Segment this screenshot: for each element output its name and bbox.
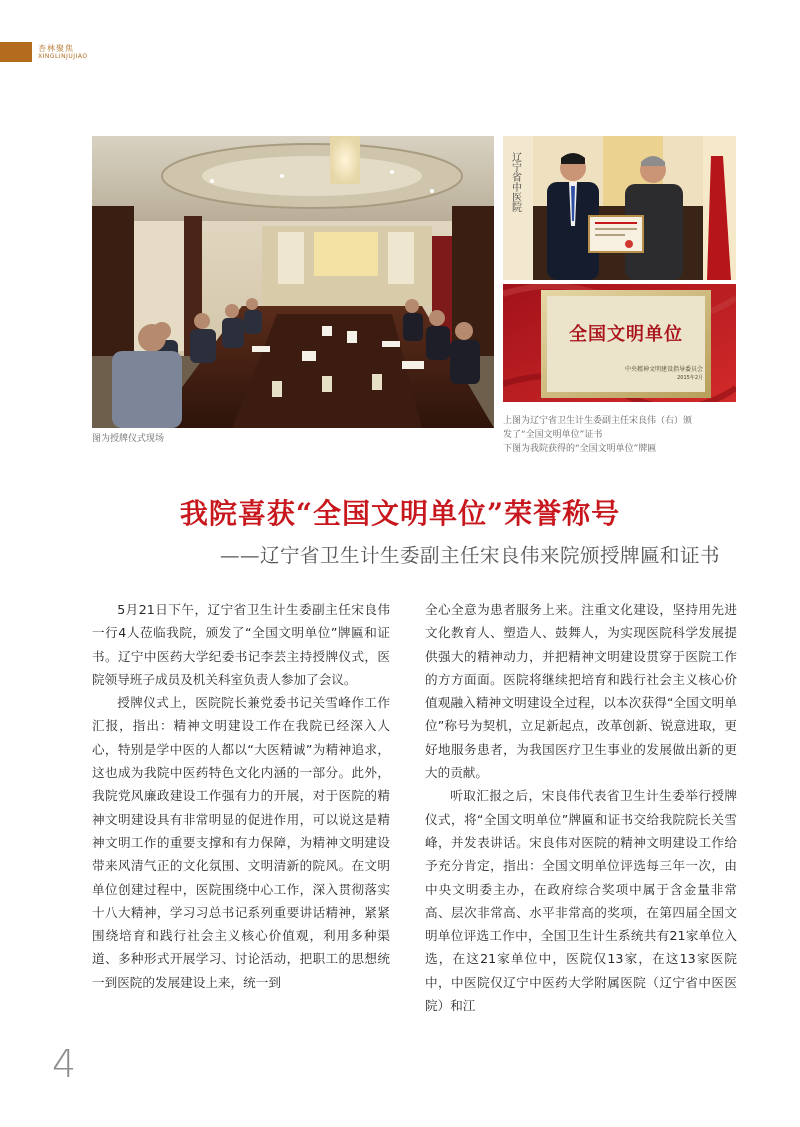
plaque-photo xyxy=(503,284,736,402)
section-title: 杏林聚焦 xyxy=(38,44,74,53)
ceremony-photo xyxy=(92,136,494,428)
body-column-right xyxy=(425,598,737,1017)
handover-photo xyxy=(503,136,736,280)
banner-text xyxy=(510,152,522,212)
paragraph-3: 听取汇报之后，宋良伟代表省卫生计生委举行授牌仪式，将“全国文明单位”牌匾和证书交给我院院长关雪峰，并发表讲话。宋良伟对医院的精神文明建设工作给予充分肯定，指出：全国文明单位评选每三年一次，由中央文明委主办，在政府综合奖项中属于含金量非常高、层次非常高、水平非常高的奖项，在第四届全国文明单位评选工作中，全国卫生计生系统共有21家单位入选，在这21家单位中，医院仅13家，在这13家医院中，中医院仅辽宁中医药大学附属医院（辽宁省中医医院）和江 xyxy=(425,788,737,1014)
right-caption-line-2: 发了“全国文明单位”证书 xyxy=(503,430,603,440)
section-title-en: XINGLINJUJIAO xyxy=(38,53,88,60)
ceremony-photo-caption: 图为授牌仪式现场 xyxy=(92,434,165,444)
right-caption-line-1: 上图为辽宁省卫生计生委副主任宋良伟（右）颁 xyxy=(503,416,693,426)
svg-text:辽宁省中医院: 辽宁省中医院 xyxy=(509,152,521,212)
plaque-title: 全国文明单位 xyxy=(569,324,683,345)
section-color-bar xyxy=(0,42,32,62)
article-subtitle: ——辽宁省卫生计生委副主任宋良伟来院颁授牌匾和证书 xyxy=(219,544,720,567)
right-photo-caption xyxy=(503,414,743,456)
plaque-date: 2015年2月 xyxy=(677,375,703,381)
body-column-left xyxy=(92,598,390,994)
paragraph-2-continued: 全心全意为患者服务上来。注重文化建设，坚持用先进文化教育人、塑造人、鼓舞人，为实现医院科学发展提供强大的精神动力，并把精神文明建设贯穿于医院工作的方方面面。医院将继续把培育和践行社会主义核心价值观融入精神文明建设全过程，以本次获得“全国文明单位”称号为契机，立足新起点，改革创新、锐意进取，更好地服务患者，为我国医疗卫生事业的发展做出新的更大的贡献。 xyxy=(425,602,737,781)
plaque-issuer: 中央精神文明建设指导委员会 xyxy=(624,366,703,373)
article-title: 我院喜获“全国文明单位”荣誉称号 xyxy=(179,497,621,530)
right-caption-line-3: 下图为我院获得的“全国文明单位”牌匾 xyxy=(503,444,657,454)
paragraph-1: 5月21日下午，辽宁省卫生计生委副主任宋良伟一行4人莅临我院，颁发了“全国文明单位”牌匾和证书。辽宁中医药大学纪委书记李芸主持授牌仪式，医院领导班子成员及机关科室负责人参加了会议。 xyxy=(92,602,390,687)
paragraph-2: 授牌仪式上，医院院长兼党委书记关雪峰作工作汇报，指出：精神文明建设工作在我院已经深入人心，特别是学中医的人都以“大医精诚”为精神追求，这也成为我院中医药特色文化内涵的一部分。此外，我院党风廉政建设工作强有力的开展，对于医院的精神文明建设具有非常明显的促进作用，可以说这是精神文明工作的重要支撑和有力保障，为精神文明建设带来风清气正的文化氛围、文明清新的院风。在文明单位创建过程中，医院围绕中心工作，深入贯彻落实十八大精神，学习习总书记系列重要讲话精神，紧紧围绕培育和践行社会主义核心价值观，利用多种渠道、多种形式开展学习、讨论活动，把职工的思想统一到医院的发展建设上来，统一到 xyxy=(92,695,390,990)
page-number: 4 xyxy=(52,1042,77,1086)
